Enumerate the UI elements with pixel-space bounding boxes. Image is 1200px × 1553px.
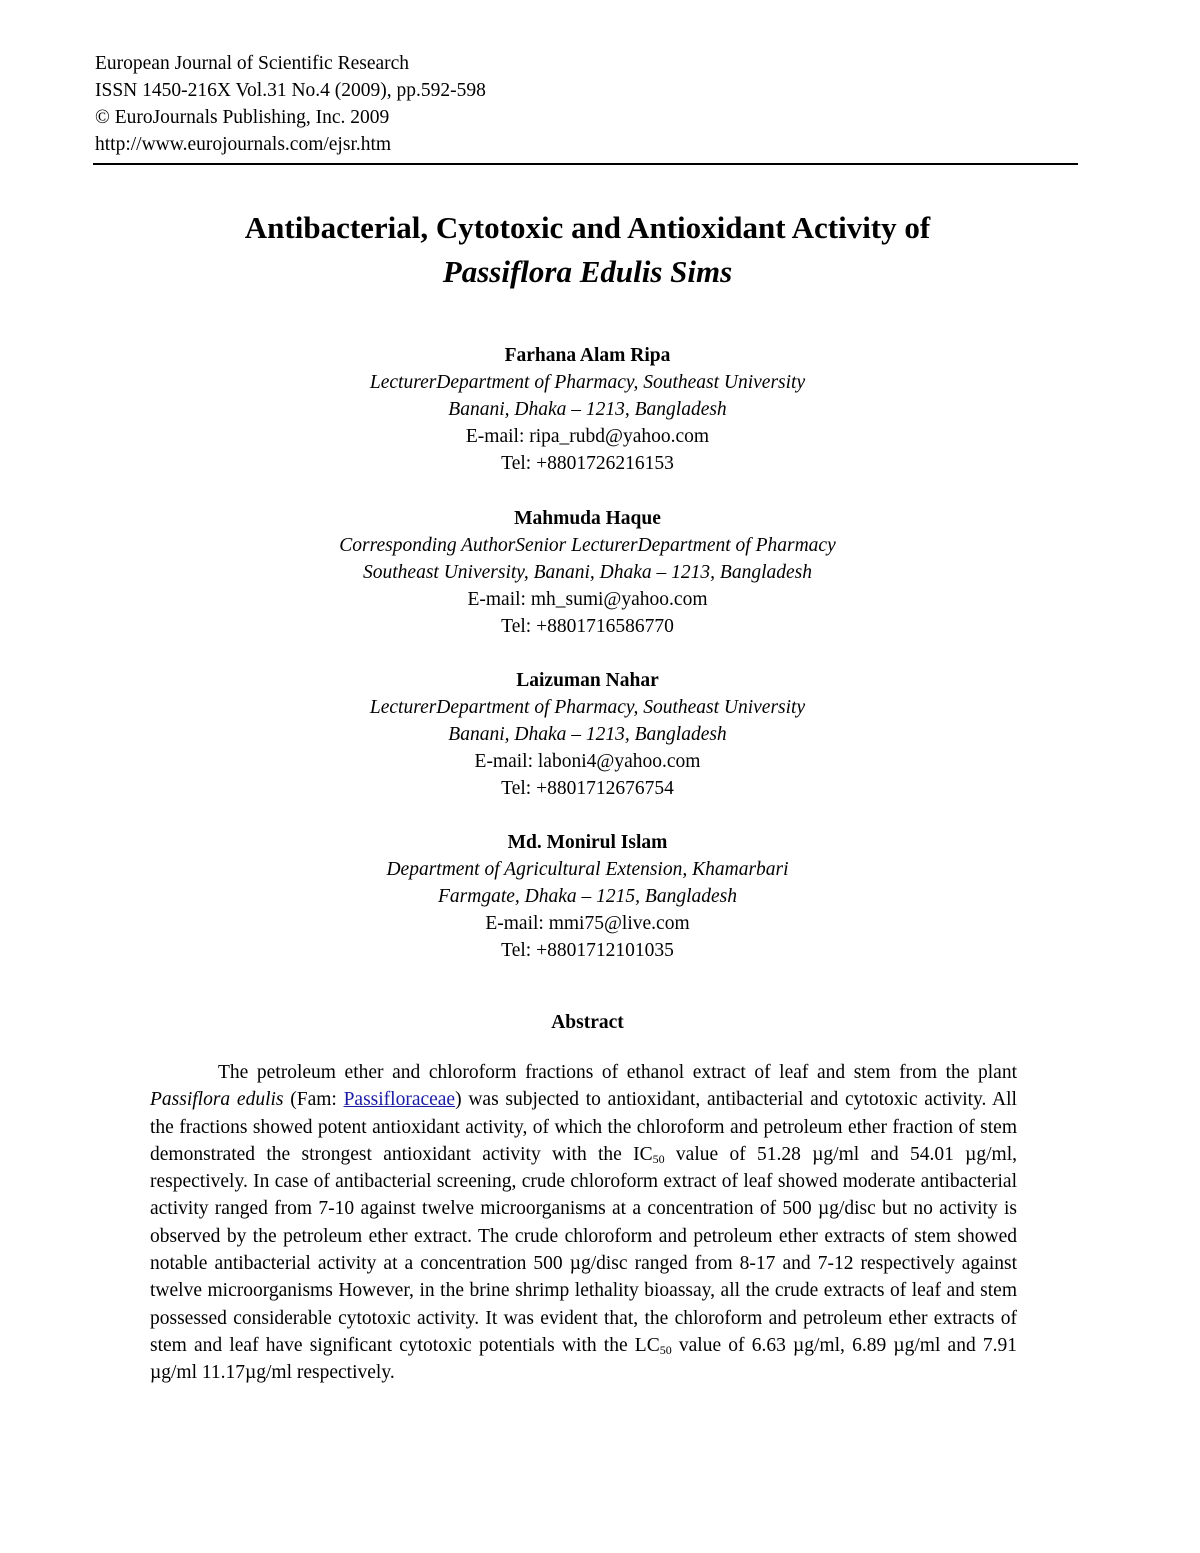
- journal-copyright: © EuroJournals Publishing, Inc. 2009: [95, 107, 390, 128]
- abstract-text: value of 51.28 µg/ml and 54.01 µg/ml, respectively. In case of antibacterial screening, crude chloroform extract of leaf showed moderate antibacterial activity ranged from 7-10 against twelve microorganisms at a concentration of 500 µg/disc but no activity is observed by the petroleum ether extract. The crude chloroform and petroleum ether extracts of stem showed notable antibacterial activity at a concentration 500 µg/disc ranged from 8-17 and 7-12 respectively against twelve microorganisms However, in the brine shrimp lethality bioassay, all the crude extracts of leaf and stem possessed considerable cytotoxic activity. It was evident that, the chloroform and petroleum ether extracts of stem and leaf have significant cytotoxic potentials with the LC: [150, 1143, 1017, 1356]
- title-line-1: Antibacterial, Cytotoxic and Antioxidant Activity of: [244, 210, 931, 245]
- abstract-text: The petroleum ether and chloroform fractions of ethanol extract of leaf and stem from the plant: [218, 1062, 1017, 1083]
- abstract-heading: Abstract: [551, 1012, 624, 1033]
- paper-title: [95, 206, 1080, 294]
- author-block: [95, 505, 1080, 640]
- abstract-text: ) was subjected to antioxidant, antibacterial and cytotoxic activity. All the fractions showed potent antioxidant activity, of which the chloroform and petroleum ether fraction of stem demonstrated the strongest antioxidant activity with the IC: [150, 1089, 1017, 1165]
- header-divider: [93, 163, 1078, 165]
- species-name: Passiflora edulis: [150, 1089, 284, 1111]
- author-block: [95, 829, 1080, 964]
- author-block: [95, 342, 1080, 477]
- author-affiliation: Southeast University, Banani, Dhaka – 1213, Bangladesh: [363, 562, 812, 583]
- family-link[interactable]: Passifloraceae: [343, 1089, 456, 1111]
- author-affiliation: LecturerDepartment of Pharmacy, Southeast University: [369, 372, 806, 393]
- author-email: E-mail: mmi75@live.com: [485, 913, 690, 934]
- author-name: Md. Monirul Islam: [507, 832, 668, 853]
- author-affiliation: Corresponding AuthorSenior LecturerDepartment of Pharmacy: [339, 535, 836, 556]
- author-name: Mahmuda Haque: [514, 508, 661, 529]
- author-affiliation: LecturerDepartment of Pharmacy, Southeast University: [369, 697, 806, 718]
- author-affiliation: Banani, Dhaka – 1213, Bangladesh: [448, 724, 727, 745]
- author-name: Farhana Alam Ripa: [504, 345, 671, 366]
- author-email: E-mail: mh_sumi@yahoo.com: [467, 589, 708, 610]
- author-tel: Tel: +8801712101035: [501, 940, 674, 961]
- author-affiliation: Farmgate, Dhaka – 1215, Bangladesh: [438, 886, 737, 907]
- abstract-body: [150, 1059, 1017, 1387]
- abstract-text: value of 6.63 µg/ml, 6.89 µg/ml and 7.91 µg/ml 11.17µg/ml respectively.: [150, 1334, 1017, 1384]
- author-email: E-mail: ripa_rubd@yahoo.com: [465, 426, 710, 447]
- journal-issn: ISSN 1450-216X Vol.31 No.4 (2009), pp.592-598: [95, 80, 486, 101]
- subscript: 50: [659, 1342, 672, 1357]
- title-line-2: Passiflora Edulis Sims: [442, 254, 733, 289]
- author-tel: Tel: +8801712676754: [501, 778, 674, 799]
- subscript: 50: [652, 1151, 665, 1166]
- author-tel: Tel: +8801726216153: [501, 453, 674, 474]
- author-email: E-mail: laboni4@yahoo.com: [474, 751, 701, 772]
- author-affiliation: Banani, Dhaka – 1213, Bangladesh: [448, 399, 727, 420]
- abstract-text: (Fam:: [283, 1089, 344, 1111]
- author-tel: Tel: +8801716586770: [501, 616, 674, 637]
- author-block: [95, 667, 1080, 802]
- author-name: Laizuman Nahar: [516, 670, 659, 691]
- journal-name: European Journal of Scientific Research: [95, 53, 410, 74]
- journal-url: http://www.eurojournals.com/ejsr.htm: [95, 134, 392, 155]
- journal-header: [95, 50, 1080, 158]
- author-affiliation: Department of Agricultural Extension, Khamarbari: [386, 859, 789, 880]
